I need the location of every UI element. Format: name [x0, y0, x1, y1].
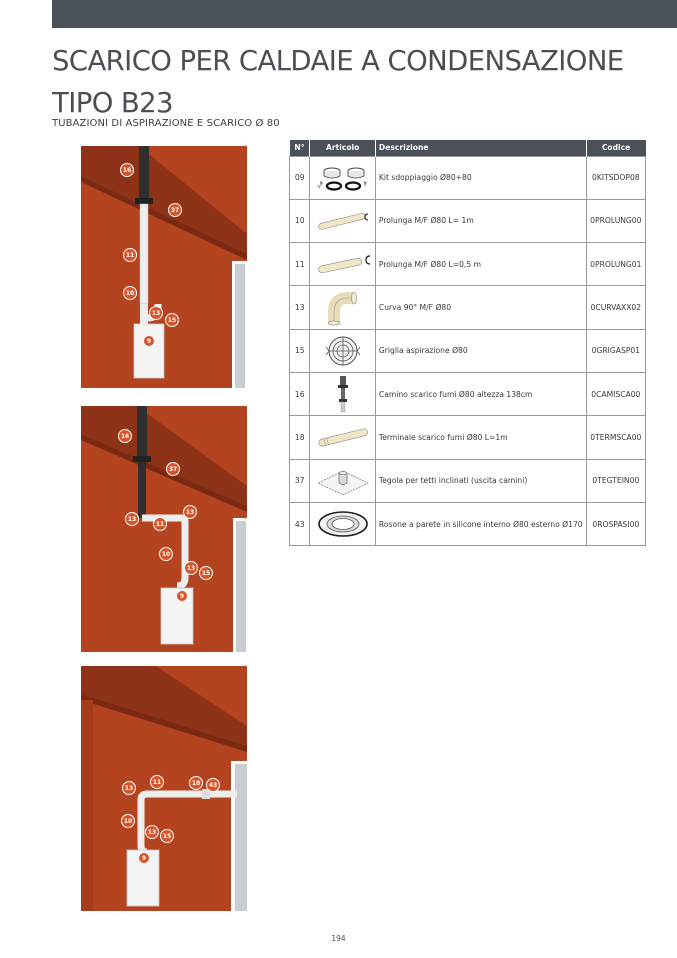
badge-13-c: 13	[186, 565, 196, 572]
rosone-icon	[310, 502, 375, 545]
row-description: Terminale scarico fumi Ø80 L=1m	[375, 416, 586, 459]
row-code: 0KITSDOP08	[586, 156, 645, 199]
badge-9: 9	[146, 338, 152, 345]
row-code: 0GRIGASP01	[586, 329, 645, 372]
title-line-1: SCARICO PER CALDAIE A CONDENSAZIONE	[52, 45, 624, 77]
row-description: Tegola per tetti inclinati (uscita camini)	[375, 459, 586, 502]
badge-11: 11	[152, 779, 162, 786]
badge-16: 16	[120, 433, 130, 440]
curva-90-icon	[310, 286, 375, 329]
row-code: 0TEGTEIN00	[586, 459, 645, 502]
badge-11: 11	[125, 252, 135, 259]
table-row	[290, 372, 646, 415]
badge-15: 15	[201, 570, 211, 577]
badge-13: 13	[151, 310, 161, 317]
row-num: 37	[290, 459, 310, 502]
table-header-row	[290, 140, 646, 156]
table-row	[290, 286, 646, 329]
page-title	[52, 40, 652, 124]
header-code: Codice	[586, 140, 645, 156]
row-num: 09	[290, 156, 310, 199]
badge-15: 15	[167, 317, 177, 324]
row-description: Camino scarico fumi Ø80 altezza 138cm	[375, 372, 586, 415]
parts-table	[289, 140, 646, 546]
row-num: 15	[290, 329, 310, 372]
kit-sdoppiaggio-icon	[310, 156, 375, 199]
prolunga-05m-icon	[310, 243, 375, 286]
page-number: 194	[331, 934, 346, 943]
row-description: Rosone a parete in silicone interno Ø80 esterno Ø170	[375, 502, 586, 545]
header-article: Articolo	[310, 140, 375, 156]
badge-18: 18	[191, 780, 201, 787]
row-code: 0CURVAXX02	[586, 286, 645, 329]
row-description: Curva 90° M/F Ø80	[375, 286, 586, 329]
header-bar	[52, 0, 677, 28]
griglia-icon	[310, 329, 375, 372]
row-num: 10	[290, 199, 310, 242]
table-row	[290, 199, 646, 242]
row-description: Prolunga M/F Ø80 L=0,5 m	[375, 243, 586, 286]
row-num: 13	[290, 286, 310, 329]
badge-43: 43	[208, 782, 218, 789]
badge-13-b: 13	[147, 829, 157, 836]
badge-15: 15	[162, 833, 172, 840]
badge-13-a: 13	[127, 516, 137, 523]
table-row	[290, 156, 646, 199]
row-description: Kit sdoppiaggio Ø80+80	[375, 156, 586, 199]
badge-9: 9	[179, 593, 185, 600]
terminale-icon	[310, 416, 375, 459]
prolunga-1m-icon	[310, 199, 375, 242]
badge-10: 10	[125, 290, 135, 297]
diagram-roof-chimney	[81, 146, 247, 388]
row-code: 0PROLUNG00	[586, 199, 645, 242]
badge-10: 10	[161, 551, 171, 558]
badge-16: 16	[122, 167, 132, 174]
badge-11: 11	[155, 521, 165, 528]
row-code: 0TERMSCA00	[586, 416, 645, 459]
diagram-roof-bend	[81, 406, 247, 652]
row-description: Griglia aspirazione Ø80	[375, 329, 586, 372]
page-subtitle: TUBAZIONI DI ASPIRAZIONE E SCARICO Ø 80	[52, 118, 280, 129]
row-code: 0PROLUNG01	[586, 243, 645, 286]
table-row	[290, 243, 646, 286]
header-description: Descrizione	[375, 140, 586, 156]
badge-9: 9	[141, 855, 147, 862]
row-code: 0ROSPASI00	[586, 502, 645, 545]
header-num: N°	[290, 140, 310, 156]
badge-10: 10	[123, 818, 133, 825]
row-num: 43	[290, 502, 310, 545]
diagram-wall-terminal	[81, 666, 247, 911]
row-num: 16	[290, 372, 310, 415]
row-description: Prolunga M/F Ø80 L= 1m	[375, 199, 586, 242]
row-num: 11	[290, 243, 310, 286]
table-row	[290, 459, 646, 502]
table-row	[290, 416, 646, 459]
camino-icon	[310, 372, 375, 415]
table-row	[290, 329, 646, 372]
title-line-2: TIPO B23	[52, 87, 173, 119]
badge-13-a: 13	[124, 785, 134, 792]
tegola-icon	[310, 459, 375, 502]
badge-13-b: 13	[185, 509, 195, 516]
row-code: 0CAMISCA00	[586, 372, 645, 415]
badge-37: 37	[168, 466, 178, 473]
table-row	[290, 502, 646, 545]
row-num: 18	[290, 416, 310, 459]
badge-37: 37	[170, 207, 180, 214]
